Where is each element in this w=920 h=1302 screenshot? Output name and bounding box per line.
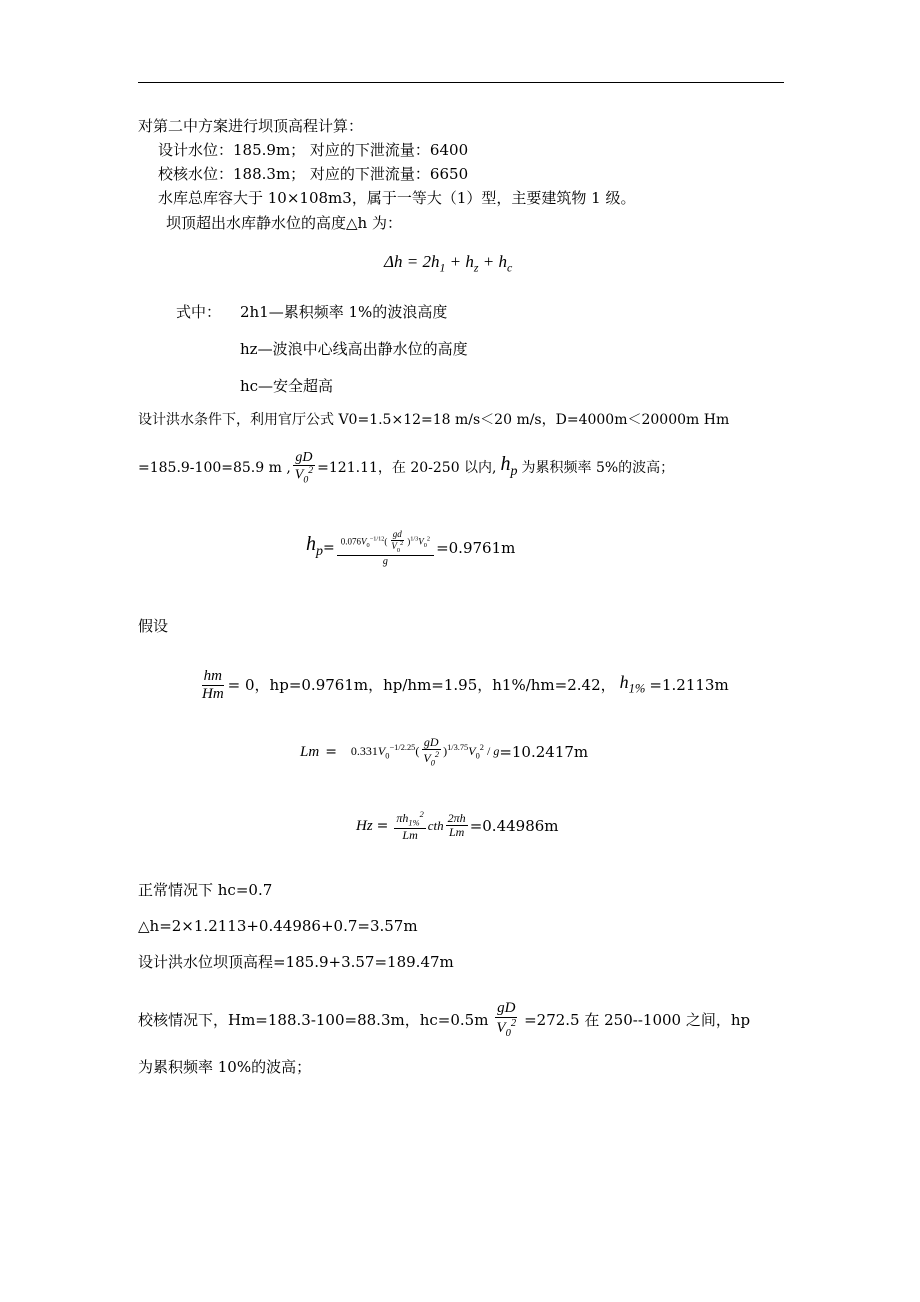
intro-line-3: 校核水位：188.3m； 对应的下泄流量：6650 (158, 165, 469, 183)
normal-delta-h: △h=2×1.2113+0.44986+0.7=3.57m (138, 917, 418, 935)
header-rule (138, 82, 784, 83)
design-line-2: =185.9-100=85.9 m , $\frac{gD}{V_0^2}$ =121.11，在 20-250 以内, $h_p$ 为累积频率 5%的波高； (138, 450, 675, 486)
intro-line-5: 坝顶超出水库静水位的高度△h 为： (166, 214, 402, 232)
normal-hc: 正常情况下 hc=0.7 (138, 881, 273, 899)
assume-label: 假设 (138, 617, 169, 635)
defs-label: 式中： (176, 303, 222, 321)
normal-crest-elevation: 设计洪水位坝顶高程=185.9+3.57=189.47m (138, 953, 454, 971)
assume-line: $\frac{hm}{Hm}$ = 0，hp=0.9761m，hp/hm=1.95，h1%/hm=2.42， $h_{1\%}$ =1.2113m (202, 668, 729, 702)
gD-over-V0sq-fraction: $\frac{gD}{V_0^2}$ (294, 450, 314, 486)
hz-formula: Hz = $\frac{\pi h_{1\%}^2}{Lm}$ cth $\frac{2\pi h}{Lm}$ =0.44986m (356, 810, 559, 842)
def-hc: hc—安全超高 (240, 377, 334, 395)
def-hz: hz—波浪中心线高出静水位的高度 (240, 340, 468, 358)
check-line-1: 校核情况下，Hm=188.3-100=88.3m，hc=0.5m $\frac{gD}{V_0^2}$ =272.5 在 250--1000 之间，hp (138, 1000, 751, 1039)
design-line-1: 设计洪水条件下，利用官厅公式 V0=1.5×12=18 m/s＜20 m/s，D=4000m＜20000m Hm (138, 412, 730, 428)
main-equation: $\Delta h = 2h_1 + h_z + h_c$ (384, 252, 513, 275)
lm-formula: Lm = $0.331V_0^{-1/2.25}$( $\frac{gD}{V_0^2}$ )$^{1/3.75}V_0^2$ / g =10.2417m (300, 735, 589, 768)
intro-line-1: 对第二中方案进行坝顶高程计算： (138, 117, 364, 135)
hp-formula: $h_p$ = $0.076V_0^{-1/12}$( $\frac{gd}{V_0^2}$ )$^{1/3}V_0^2$ g =0.9761m (306, 529, 516, 567)
def-2h1: 2h1—累积频率 1%的波浪高度 (240, 303, 448, 321)
intro-line-4: 水库总库容大于 10×108m3，属于一等大（1）型，主要建筑物 1 级。 (158, 189, 636, 207)
check-line-2: 为累积频率 10%的波高； (138, 1058, 312, 1076)
intro-line-2: 设计水位：185.9m； 对应的下泄流量：6400 (158, 141, 469, 159)
